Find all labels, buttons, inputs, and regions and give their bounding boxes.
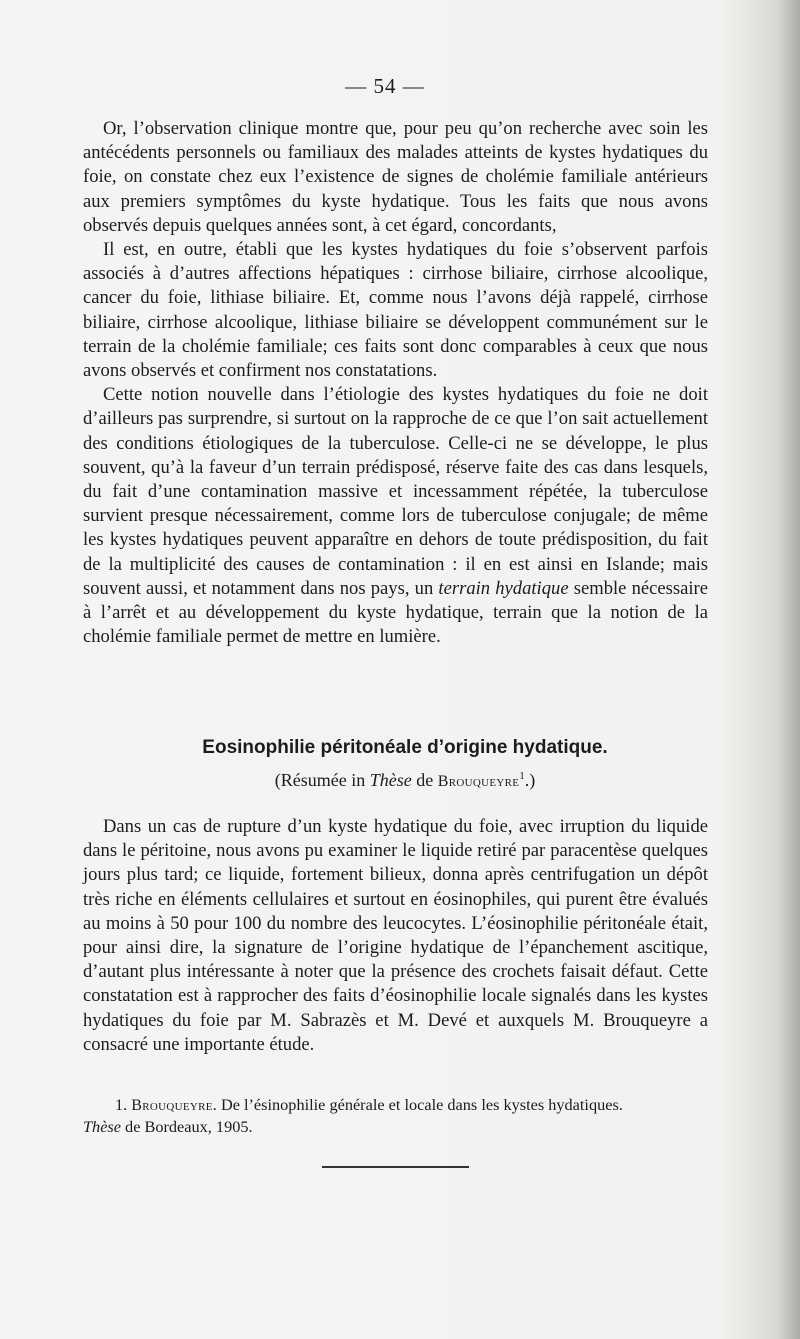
subtitle-author: Brouqueyre [437, 773, 520, 790]
footnote-these: Thèse [83, 1117, 121, 1136]
footnote-text: . De l’ésinophilie générale et locale dans les kystes hydatiques. [212, 1095, 623, 1114]
paragraph-observation: Or, l’observation clinique montre que, pour peu qu’on recherche avec soin les antécédents personnels ou familiaux des malades atteints de kystes hydatiques du foie, on constate chez eux l’existence de signes de cholémie familiale antérieurs aux premiers symptômes du kyste hydatique. Tous les faits que nous avons observés depuis quelques années sont, à cet égard, concordants, [83, 118, 708, 236]
section-subtitle [0, 770, 800, 791]
subtitle-these: Thèse [369, 770, 412, 790]
section-text-block [83, 815, 708, 1057]
end-rule [322, 1166, 469, 1168]
footnote-line [83, 1094, 708, 1137]
subtitle-close: .) [524, 770, 536, 790]
footnote-marker: 1 [519, 770, 525, 782]
footnote-text-end: de Bordeaux, 1905. [120, 1117, 253, 1136]
paragraph-case: Dans un cas de rupture d’un kyste hydatique du foie, avec irruption du liquide dans le péritoine, nous avons pu examiner le liquide retiré par paracentèse quelques jours plus tard; ce liquide, fortement bilieux, donna après centrifugation un dépôt très riche en éléments cellulaires et surtout en éosinophiles, qui purent être évalués au moins à 50 pour 100 du nombre des leucocytes. L’éosinophilie péritonéale était, pour ainsi dire, la signature de l’origine hydatique de l’épanchement ascitique, d’autant plus intéressante à noter que la présence des crochets faisait défaut. Cette constatation est à rapprocher des faits d’éosinophilie locale signalés dans les kystes hydatiques du foie par M. Sabrazès et M. Devé et auxquels M. Brouqueyre a consacré une importante étude. [83, 816, 708, 1055]
paragraph-associations: Il est, en outre, établi que les kystes hydatiques du foie s’observent parfois associés à d’autres affections hépatiques : cirrhose biliaire, cirrhose alcoolique, cancer du foie, lithiase biliaire. Et, comme nous l’avons déjà rappelé, cirrhose biliaire, cirrhose alcoolique, lithiase biliaire se développent communément sur le terrain de la cholémie familiale; ces faits sont donc comparables à ceux que nous avons observés et confirment nos constatations. [83, 239, 708, 382]
section-title: Eosinophilie péritonéale d’origine hydatique. [202, 737, 608, 758]
paragraph-etiology-text: Cette notion nouvelle dans l’étiologie des kystes hydatiques du foie ne doit d’ailleurs pas surprendre, si surtout on la rapproche de ce que l’on sait actuellement des conditions étiologiques de la tuberculose. Celle-ci ne se développe, le plus souvent, qu’à la faveur d’un terrain prédisposé, réserve faite des cas dans lesquels, du fait d’une contamination massive et incessamment répétée, la tuberculose survient presque nécessairement, comme lors de tuberculose conjugale; de même les kystes hydatiques peuvent apparaître en dehors de toute prédisposition, du fait de la multiplicité des causes de contamination : il en est ainsi en Islande; mais souvent aussi, et notamment dans nos pays, un [83, 384, 708, 599]
main-text-block [83, 117, 708, 649]
subtitle-open: (Résumée in [274, 770, 370, 790]
subtitle-de: de [411, 770, 438, 790]
footnote-author: Brouqueyre [131, 1097, 213, 1114]
footnote-number: 1. [115, 1095, 132, 1114]
footnote [83, 1094, 708, 1137]
paragraph-etiology-end: semble nécessaire à l’arrêt et au développement du kyste hydatique, terrain que la notion de la cholémie familiale permet de mettre en lumière. [83, 577, 708, 648]
paragraph-etiology [83, 383, 708, 649]
page-number: — 54 — [345, 74, 425, 98]
italic-term: terrain hydatique [438, 577, 569, 599]
